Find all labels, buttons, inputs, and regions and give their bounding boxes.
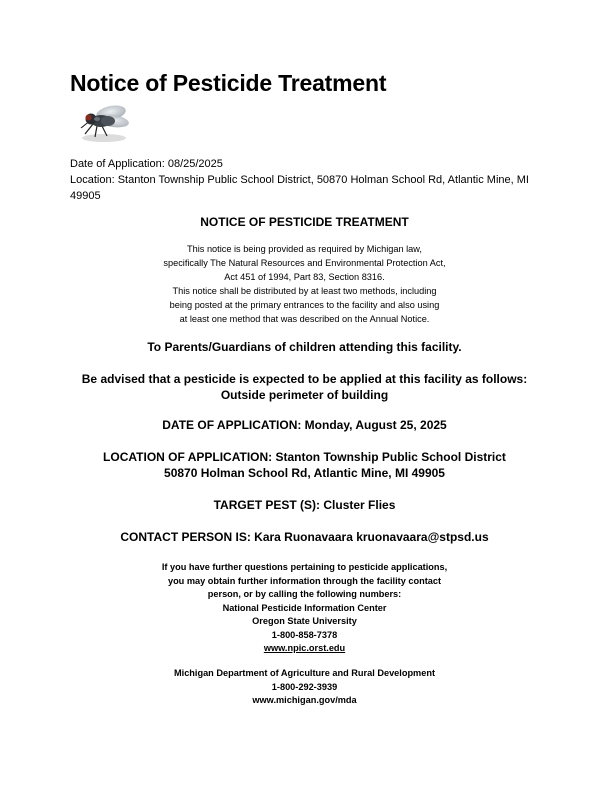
further-info-line: National Pesticide Information Center bbox=[222, 602, 387, 613]
parents-line: To Parents/Guardians of children attending this facility. bbox=[147, 340, 462, 354]
further-info-line: Oregon State University bbox=[252, 616, 357, 626]
notice-paragraph bbox=[0, 242, 609, 326]
notice-heading: NOTICE OF PESTICIDE TREATMENT bbox=[200, 215, 409, 229]
page-title: Notice of Pesticide Treatment bbox=[70, 70, 387, 96]
mda-line: Michigan Department of Agriculture and Rural Development bbox=[173, 668, 436, 678]
notice-line: This notice shall be distributed by at least two methods, including bbox=[172, 286, 437, 296]
notice-line: at least one method that was described on the Annual Notice. bbox=[179, 314, 430, 324]
date-of-application: DATE OF APPLICATION: Monday, August 25, 2025 bbox=[162, 418, 447, 432]
mda-block bbox=[0, 667, 609, 708]
contact-person: CONTACT PERSON IS: Kara Ruonavaara kruonavaara@stpsd.us bbox=[120, 530, 489, 544]
location-line: LOCATION OF APPLICATION: Stanton Township Public School District bbox=[103, 450, 506, 464]
location-line: 50870 Holman School Rd, Atlantic Mine, MI 49905 bbox=[164, 466, 445, 480]
further-info-line: you may obtain further information through the facility contact bbox=[167, 575, 442, 586]
mda-line: 1-800-292-3939 bbox=[271, 681, 338, 692]
notice-line: being posted at the primary entrances to the facility and also using bbox=[169, 300, 440, 310]
advised-line: Outside perimeter of building bbox=[220, 388, 389, 402]
advised-block bbox=[0, 371, 609, 403]
notice-line: Act 451 of 1994, Part 83, Section 8316. bbox=[224, 272, 385, 282]
npic-link[interactable]: www.npic.orst.edu bbox=[263, 643, 346, 653]
further-info-block bbox=[0, 561, 609, 656]
location-line: Location: Stanton Township Public School District, 50870 Holman School Rd, Atlantic Mine, MI 49905 bbox=[70, 174, 529, 202]
meta-block bbox=[70, 156, 550, 204]
location-of-application bbox=[0, 449, 609, 481]
target-pest: TARGET PEST (S): Cluster Flies bbox=[213, 498, 396, 512]
advised-line: Be advised that a pesticide is expected to be applied at this facility as follows: bbox=[81, 372, 528, 386]
notice-line: specifically The Natural Resources and Environmental Protection Act, bbox=[163, 258, 446, 268]
mda-link[interactable]: www.michigan.gov/mda bbox=[252, 695, 357, 705]
fly-icon bbox=[71, 100, 133, 146]
further-info-line: 1-800-858-7378 bbox=[271, 629, 338, 640]
notice-line: This notice is being provided as required by Michigan law, bbox=[187, 244, 422, 254]
further-info-line: person, or by calling the following numbers: bbox=[207, 589, 402, 599]
further-info-line: If you have further questions pertaining to pesticide applications, bbox=[161, 562, 448, 572]
date-of-application-line: Date of Application: 08/25/2025 bbox=[70, 158, 223, 170]
